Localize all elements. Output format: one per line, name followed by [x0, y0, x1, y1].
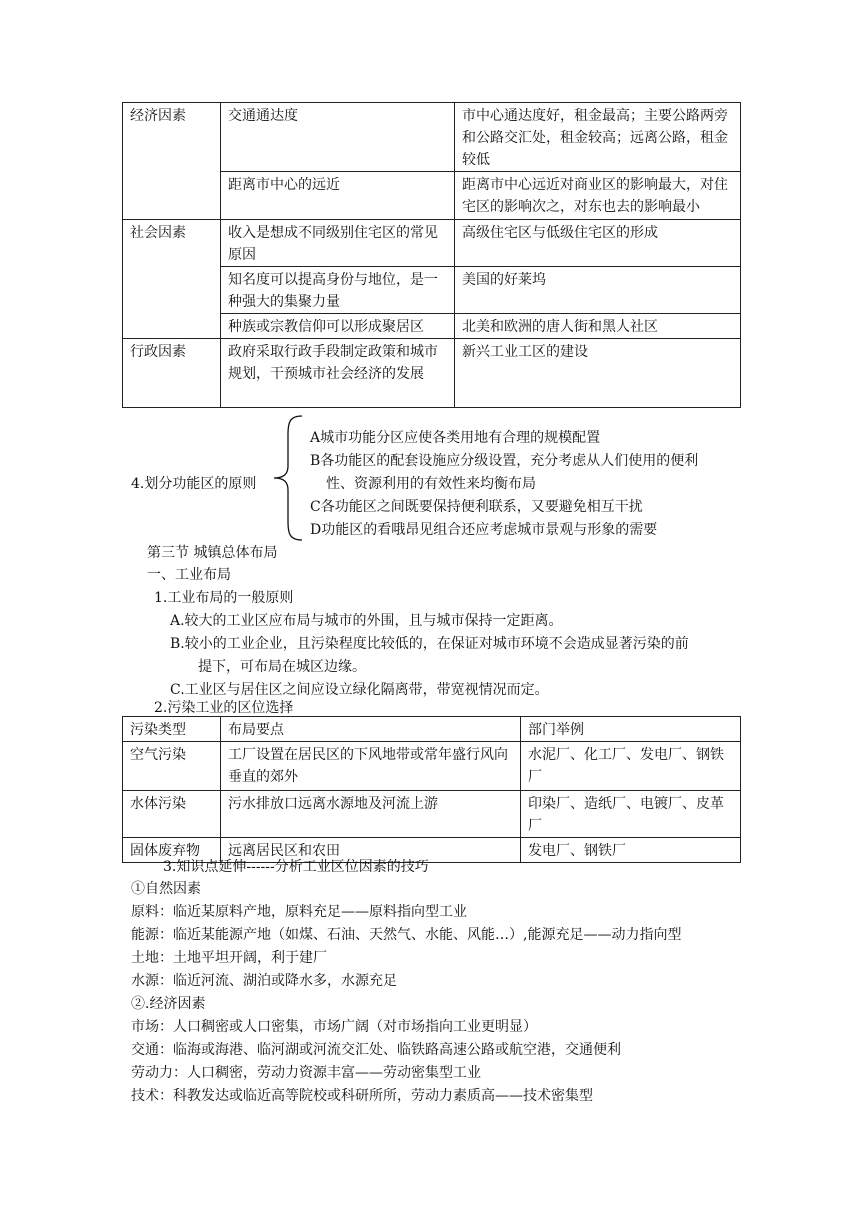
table-cell: 远离居民区和农田 [221, 838, 521, 863]
natural-factors-title: ①自然因素 [131, 881, 201, 897]
principle-b: B各功能区的配套设施应分级设置，充分考虑从人们使用的便利 [310, 453, 699, 469]
table-header: 污染类型 [123, 717, 221, 742]
economic-factor-item: 技术：科教发达或临近高等院校或科研所所，劳动力素质高——技术密集型 [131, 1088, 593, 1104]
curly-brace-icon [272, 414, 306, 542]
natural-factor-item: 水源：临近河流、湖泊或降水多，水源充足 [131, 973, 397, 989]
economic-factor-item: 市场：人口稠密或人口密集，市场广阔（对市场指向工业更明显） [131, 1019, 537, 1035]
section-title: 第三节 城镇总体布局 [147, 545, 278, 561]
table-cell: 知名度可以提高身份与地位，是一种强大的集聚力量 [221, 267, 455, 314]
principle-text-b-cont: 提下，可布局在城区边缘。 [198, 659, 366, 675]
table-cell: 美国的好莱坞 [455, 267, 741, 314]
table-cell: 收入是想成不同级别住宅区的常见原因 [221, 220, 455, 267]
table-cell: 水泥厂、化工厂、发电厂、钢铁厂 [521, 742, 741, 791]
principle-a: A城市功能分区应使各类用地有合理的规模配置 [310, 430, 601, 446]
table-cell: 社会因素 [123, 220, 221, 339]
table-cell: 距离市中心远近对商业区的影响最大，对住宅区的影响次之，对东也去的影响最小 [455, 172, 741, 220]
table-cell: 种族或宗教信仰可以形成聚居区 [221, 314, 455, 339]
table-cell: 空气污染 [123, 742, 221, 791]
subsection-title: 一、工业布局 [147, 567, 231, 583]
table-cell: 政府采取行政手段制定政策和城市规划，干预城市社会经济的发展 [221, 339, 455, 408]
table-header: 布局要点 [221, 717, 521, 742]
pollution-table [122, 716, 741, 863]
table-row [123, 220, 741, 267]
table-cell: 水体污染 [123, 791, 221, 838]
table-cell: 发电厂、钢铁厂 [521, 838, 741, 863]
principle-d: D功能区的看哦昂见组合还应考虑城市景观与形象的需要 [310, 522, 658, 538]
table-cell: 北美和欧洲的唐人街和黑人社区 [455, 314, 741, 339]
heading-extension: 3.知识点延伸------分析工业区位因素的技巧 [163, 859, 429, 875]
table-cell: 交通通达度 [221, 103, 455, 172]
table-cell: 高级住宅区与低级住宅区的形成 [455, 220, 741, 267]
economic-factor-item: 交通：临海或海港、临河湖或河流交汇处、临铁路高速公路或航空港，交通便利 [131, 1042, 621, 1058]
heading-principles: 1.工业布局的一般原则 [154, 590, 294, 606]
principle-c: C各功能区之间既要保持便利联系，又要避免相互干扰 [310, 499, 643, 515]
principle-text-b: B.较小的工业企业，且污染程度比较低的，在保证对城市环境不会造成显著污染的前 [170, 636, 689, 652]
table-row [123, 791, 741, 838]
heading-pollution: 2.污染工业的区位选择 [154, 700, 294, 716]
natural-factor-item: 能源：临近某能源产地（如煤、石油、天然气、水能、风能…）,能源充足——动力指向型 [131, 927, 682, 943]
table-cell: 经济因素 [123, 103, 221, 220]
table-header-row [123, 717, 741, 742]
table-cell: 污水排放口远离水源地及河流上游 [221, 791, 521, 838]
principle-b-cont: 性、资源利用的有效性来均衡布局 [326, 476, 536, 492]
table-header: 部门举例 [521, 717, 741, 742]
principle-text-a: A.较大的工业区应布局与城市的外围，且与城市保持一定距离。 [170, 613, 563, 629]
table-cell: 行政因素 [123, 339, 221, 408]
principles-label: 4.划分功能区的原则 [131, 476, 257, 492]
table-row [123, 742, 741, 791]
table-cell: 印染厂、造纸厂、电镀厂、皮革厂 [521, 791, 741, 838]
table-row [123, 339, 741, 408]
urban-factors-table [122, 102, 741, 408]
table-cell: 距离市中心的远近 [221, 172, 455, 220]
table-cell: 新兴工业工区的建设 [455, 339, 741, 408]
natural-factor-item: 原料：临近某原料产地，原料充足——原料指向型工业 [131, 904, 467, 920]
table-cell: 工厂设置在居民区的下风地带或常年盛行风向垂直的郊外 [221, 742, 521, 791]
economic-factors-title: ②.经济因素 [131, 996, 206, 1012]
natural-factor-item: 土地：土地平坦开阔，利于建厂 [131, 950, 327, 966]
principle-text-c: C.工业区与居住区之间应设立绿化隔离带，带宽视情况而定。 [170, 682, 549, 698]
table-cell: 市中心通达度好，租金最高；主要公路两旁和公路交汇处，租金较高；远离公路，租金较低 [455, 103, 741, 172]
economic-factor-item: 劳动力：人口稠密，劳动力资源丰富——劳动密集型工业 [131, 1065, 481, 1081]
table-cell: 固体废弃物 [123, 838, 221, 863]
table-row [123, 103, 741, 172]
